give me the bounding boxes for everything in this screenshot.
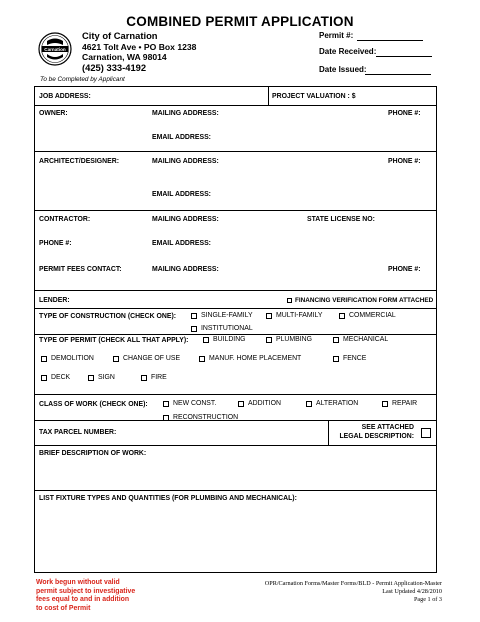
work-new-const[interactable]: NEW CONST.: [163, 400, 216, 407]
rule: [34, 490, 437, 491]
permit-deck[interactable]: DECK: [41, 374, 70, 381]
financing-verification-checkbox[interactable]: [287, 298, 292, 303]
building-checkbox[interactable]: [203, 337, 209, 343]
city-phone: (425) 333-4192: [82, 61, 147, 73]
warning-line: Work begun without valid: [36, 579, 120, 586]
footer-path: OPR/Carnation Forms/Master Forms/BLD - Permit Application-Master: [264, 580, 442, 587]
fixture-types-label: LIST FIXTURE TYPES AND QUANTITIES (FOR PLUMBING AND MECHANICAL):: [39, 495, 297, 502]
see-attached-line-2: LEGAL DESCRIPTION:: [339, 433, 414, 440]
permit-mechanical[interactable]: MECHANICAL: [333, 336, 388, 343]
project-valuation-label: PROJECT VALUATION : $: [272, 93, 356, 100]
date-issued-label: Date Issued:: [319, 65, 367, 74]
rule: [34, 394, 437, 395]
work-reconstruction[interactable]: RECONSTRUCTION: [163, 414, 238, 421]
city-logo: [38, 32, 72, 66]
owner-email-label: EMAIL ADDRESS:: [152, 134, 211, 141]
footer-updated: Last Updated 4/28/2010: [382, 587, 442, 595]
construction-institutional[interactable]: INSTITUTIONAL: [191, 325, 253, 332]
permit-change-of-use[interactable]: CHANGE OF USE: [113, 355, 180, 362]
permit-manuf-home[interactable]: MANUF. HOME PLACEMENT: [199, 355, 301, 362]
tax-parcel-label: TAX PARCEL NUMBER:: [39, 429, 117, 436]
permit-building[interactable]: BUILDING: [203, 336, 246, 343]
permit-demolition[interactable]: DEMOLITION: [41, 355, 94, 362]
rule: [34, 210, 437, 211]
single-family-checkbox[interactable]: [191, 313, 197, 319]
date-received-field[interactable]: [319, 47, 376, 56]
deck-checkbox[interactable]: [41, 375, 47, 381]
to-be-completed-note: To be Completed by Applicant: [40, 76, 125, 83]
reconstruction-checkbox[interactable]: [163, 415, 169, 421]
legal-description-checkbox[interactable]: [421, 428, 431, 438]
construction-multi-family[interactable]: MULTI-FAMILY: [266, 312, 322, 319]
contractor-phone-label: PHONE #:: [39, 240, 72, 247]
construction-single-family[interactable]: SINGLE-FAMILY: [191, 312, 253, 319]
sign-checkbox[interactable]: [88, 375, 94, 381]
rule: [34, 334, 437, 335]
logo-text: Carnation: [44, 47, 66, 52]
contractor-mailing-address-label: MAILING ADDRESS:: [152, 216, 219, 223]
see-attached-line-1: SEE ATTACHED: [361, 424, 414, 431]
architect-label: ARCHITECT/DESIGNER:: [39, 158, 120, 165]
rule: [34, 105, 437, 106]
permit-fire[interactable]: FIRE: [141, 374, 167, 381]
address-line-2: Carnation, WA 98014: [82, 52, 167, 63]
new-const-checkbox[interactable]: [163, 401, 169, 407]
addition-checkbox[interactable]: [238, 401, 244, 407]
plumbing-checkbox[interactable]: [266, 337, 272, 343]
state-license-label: STATE LICENSE NO:: [307, 216, 375, 223]
demolition-checkbox[interactable]: [41, 356, 47, 362]
date-received-label: Date Received:: [319, 47, 377, 56]
architect-phone-label: PHONE #:: [388, 158, 421, 165]
permit-number-label: Permit #:: [319, 31, 354, 40]
permit-fence[interactable]: FENCE: [333, 355, 366, 362]
fence-checkbox[interactable]: [333, 356, 339, 362]
mechanical-checkbox[interactable]: [333, 337, 339, 343]
warning-line: fees equal to and in addition: [36, 596, 130, 604]
permit-number-field[interactable]: [319, 31, 353, 40]
manuf-home-checkbox[interactable]: [199, 356, 205, 362]
document-footer: [265, 580, 442, 603]
financing-verification-option[interactable]: [287, 297, 433, 304]
architect-mailing-address-label: MAILING ADDRESS:: [152, 158, 219, 165]
address-line-1: 4621 Tolt Ave • PO Box 1238: [82, 41, 197, 52]
repair-checkbox[interactable]: [382, 401, 388, 407]
divider: [268, 87, 269, 105]
city-address-block: [82, 31, 196, 73]
brief-description-label: BRIEF DESCRIPTION OF WORK:: [39, 450, 147, 457]
divider: [328, 420, 329, 445]
see-attached-legal: [336, 423, 414, 441]
page-title: COMBINED PERMIT APPLICATION: [126, 14, 354, 29]
permit-type-label: TYPE OF PERMIT (CHECK ALL THAT APPLY):: [39, 337, 189, 344]
owner-phone-label: PHONE #:: [388, 110, 421, 117]
fire-checkbox[interactable]: [141, 375, 147, 381]
work-addition[interactable]: ADDITION: [238, 400, 281, 407]
class-of-work-label: CLASS OF WORK (CHECK ONE):: [39, 401, 148, 408]
work-alteration[interactable]: ALTERATION: [306, 400, 358, 407]
lender-label: LENDER:: [39, 297, 70, 304]
construction-type-label: TYPE OF CONSTRUCTION (CHECK ONE):: [39, 313, 177, 320]
work-repair[interactable]: REPAIR: [382, 400, 417, 407]
rule: [34, 290, 437, 291]
multi-family-checkbox[interactable]: [266, 313, 272, 319]
institutional-checkbox[interactable]: [191, 326, 197, 332]
date-issued-field[interactable]: [319, 65, 367, 74]
footer-page-number: Page 1 of 3: [413, 595, 442, 603]
warning-note: [36, 579, 135, 613]
construction-commercial[interactable]: COMMERCIAL: [339, 312, 396, 319]
architect-email-label: EMAIL ADDRESS:: [152, 191, 211, 198]
fees-phone-label: PHONE #:: [388, 266, 421, 273]
change-of-use-checkbox[interactable]: [113, 356, 119, 362]
contractor-email-label: EMAIL ADDRESS:: [152, 240, 211, 247]
financing-verification-text: FINANCING VERIFICATION FORM ATTACHED: [295, 297, 434, 304]
warning-line: to cost of Permit: [36, 604, 91, 612]
commercial-checkbox[interactable]: [339, 313, 345, 319]
permit-sign[interactable]: SIGN: [88, 374, 115, 381]
owner-label: OWNER:: [39, 110, 68, 117]
contractor-label: CONTRACTOR:: [39, 216, 91, 223]
rule: [34, 151, 437, 152]
permit-fees-contact-label: PERMIT FEES CONTACT:: [39, 266, 122, 273]
permit-plumbing[interactable]: PLUMBING: [266, 336, 312, 343]
fees-mailing-address-label: MAILING ADDRESS:: [152, 266, 219, 273]
job-address-label: JOB ADDRESS:: [39, 93, 91, 100]
warning-line: permit subject to investigative: [36, 587, 136, 595]
rule: [34, 445, 437, 446]
rule: [35, 308, 436, 309]
owner-mailing-address-label: MAILING ADDRESS:: [152, 110, 219, 117]
alteration-checkbox[interactable]: [306, 401, 312, 407]
city-name: City of Carnation: [82, 30, 158, 41]
